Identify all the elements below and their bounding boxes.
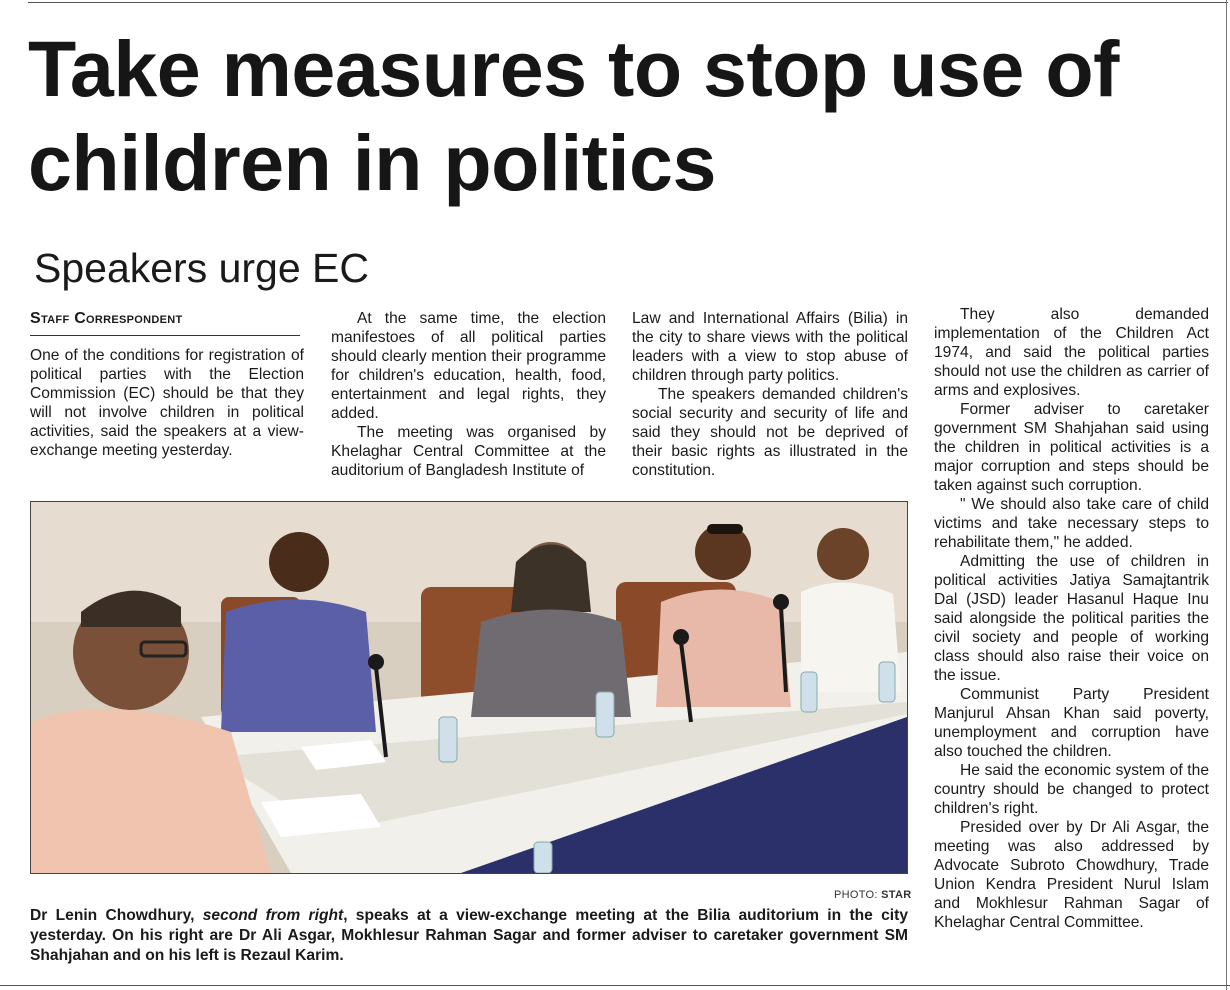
paragraph: Law and International Affairs (Bilia) in the city to share views with the political leaders with a view to stop abuse of children through party politics. (632, 310, 908, 384)
paragraph: Admitting the use of children in political activities Jatiya Samajtantrik Dal (JSD) leader Hasanul Haque Inu said alongside the political parities the civil society and people of working class should also raise their voice on the issue. (934, 553, 1209, 684)
paragraph: " We should also take care of child victims and take necessary steps to rehabilitate them," he added. (934, 496, 1209, 551)
bottom-rule (0, 985, 1230, 986)
caption-text-end: , speaks at a view-exchange meeting at the Bilia auditorium in the city yesterday. On his right are Dr Ali Asgar, Mokhlesur Rahman Sagar and former adviser to caretaker government SM Shahjahan and on his left is Rezaul Karim. (30, 907, 909, 964)
paragraph: Presided over by Dr Ali Asgar, the meeting was also addressed by Advocate Subroto Chowdhury, Trade Union Kendra President Nurul Islam and Mokhlesur Rahman Sagar of Khelaghar Central Committee. (934, 819, 1209, 931)
news-photo (30, 501, 908, 874)
paragraph: Communist Party President Manjurul Ahsan Khan said poverty, unemployment and corruption have also touched the children. (934, 686, 1209, 760)
photo-credit (834, 889, 911, 901)
article-column-2 (331, 309, 606, 480)
byline (30, 309, 300, 336)
photo-caption (30, 906, 908, 966)
byline-text: Staff Correspondent (30, 310, 183, 327)
article-column-4 (934, 305, 1209, 932)
paragraph: At the same time, the election manifestoes of all political parties should clearly mention their programme for children's education, health, food, entertainment and legal rights, they added. (331, 310, 606, 422)
paragraph: The meeting was organised by Khelaghar Central Committee at the auditorium of Bangladesh Institute of (331, 424, 606, 479)
meeting-photo-illustration (31, 502, 907, 873)
headline: Take measures to stop use of children in politics (28, 24, 1119, 207)
article-column-1 (30, 346, 304, 460)
paragraph: They also demanded implementation of the Children Act 1974, and said the political parties should not use the children as carrier of arms and explosives. (934, 306, 1209, 399)
caption-emphasis: second from right (202, 907, 344, 924)
photo-credit-source: STAR (881, 889, 912, 901)
paragraph: He said the economic system of the country should be changed to protect children's right. (934, 762, 1209, 817)
article-column-3 (632, 309, 908, 480)
top-rule (28, 2, 1228, 3)
right-rule (1226, 0, 1227, 990)
paragraph: The speakers demanded children's social security and security of life and said they should not be deprived of their basic rights as illustrated in the constitution. (632, 386, 908, 479)
caption-text-start: Dr Lenin Chowdhury, (30, 907, 203, 924)
subheadline: Speakers urge EC (34, 245, 370, 291)
photo-credit-label: PHOTO: (834, 889, 878, 901)
paragraph: Former adviser to caretaker government SM Shahjahan said using the children in political activities is a major corruption and steps should be taken against such corruption. (934, 401, 1209, 494)
paragraph: One of the conditions for registration of political parties with the Election Commission (EC) should be that they will not involve children in political activities, said the speakers at a view-exchange meeting yesterday. (30, 347, 304, 459)
